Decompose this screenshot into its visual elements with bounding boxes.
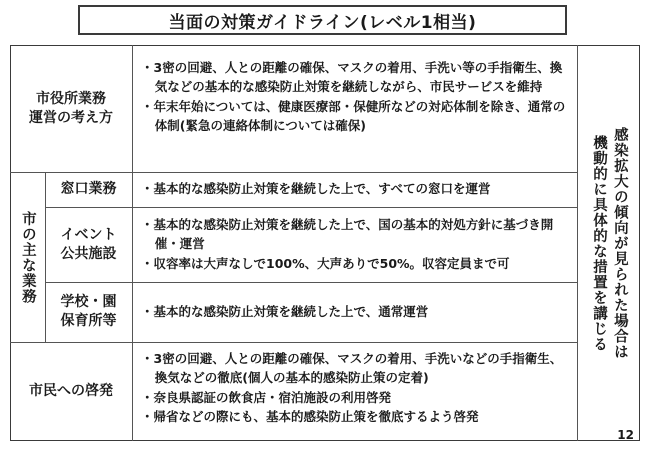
side-note-col1: 感染拡大の傾向が見られた場合は <box>611 126 628 360</box>
window-item: ・基本的な感染防止対策を継続した上で、すべての窓口を運営 <box>141 181 491 196</box>
events-item: ・基本的な感染防止対策を継続した上で、国の基本的対処方針に基づき開催・運営 <box>141 217 554 252</box>
label-schools-line1: 学校・園 <box>60 294 117 311</box>
events-item: ・収容率は大声なしで100%、大声ありで50%。収容定員まで可 <box>141 255 510 271</box>
city-ops-item: ・3密の回避、人との距離の確保、マスクの着用、手洗い等の手指衛生、換気などの基本的な感染防止対策を継続しながら、市民サービスを維持 <box>141 60 563 95</box>
label-schools <box>45 282 132 342</box>
label-main-work-text: 市の主な業務 <box>19 210 36 304</box>
label-events-line1: イベント <box>60 226 117 243</box>
label-events <box>45 207 132 282</box>
schools-item: ・基本的な感染防止対策を継続した上で、通常運営 <box>141 304 429 319</box>
label-schools-line2: 保育所等 <box>60 313 117 329</box>
label-events-line2: 公共施設 <box>60 245 117 262</box>
citizens-item: ・帰省などの際にも、基本的感染防止策を徹底するよう啓発 <box>141 409 479 425</box>
label-citizens: 市民への啓発 <box>29 383 113 400</box>
page-number: 12 <box>617 428 634 442</box>
content-window <box>133 179 573 198</box>
citizens-item: ・3密の回避、人との距離の確保、マスクの着用、手洗いなどの手指衛生、換気などの徹底(個人の基本的感染防止策の定着) <box>141 351 563 386</box>
label-city-ops-line1: 市役所業務 <box>36 90 106 107</box>
city-ops-item: ・年末年始については、健康医療部・保健所などの対応体制を除き、通常の体制(緊急の連絡体制については確保) <box>141 98 566 134</box>
label-main-work <box>10 172 45 342</box>
label-window: 窓口業務 <box>60 181 117 198</box>
content-schools <box>133 302 573 321</box>
side-note <box>578 45 640 441</box>
citizens-item: ・奈良県認証の飲食店・宿泊施設の利用啓発 <box>141 389 392 405</box>
content-city-ops <box>133 58 573 136</box>
label-city-ops <box>10 45 132 172</box>
page-title: 当面の対策ガイドライン(レベル1相当) <box>78 5 567 35</box>
label-city-ops-line2: 運営の考え方 <box>29 109 113 126</box>
content-events <box>133 215 573 273</box>
content-citizens <box>133 349 573 427</box>
side-note-col2: 機動的に具体的な措置を講じる <box>591 134 607 352</box>
